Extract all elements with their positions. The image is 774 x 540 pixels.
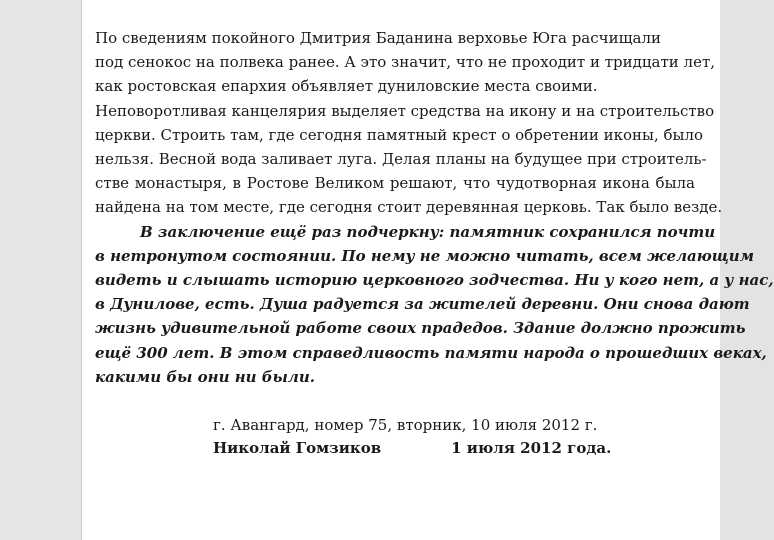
publication-source: г. Авангард, номер 75, вторник, 10 июля 2012 г.	[213, 416, 598, 434]
conclusion-line: ещё 300 лет. В этом справедливость памяти народа о прошедших веках,	[95, 343, 767, 362]
signature-date: 1 июля 2012 года.	[451, 439, 612, 457]
document-page	[82, 0, 774, 540]
article-line: под сенокос на полвека ранее. А это значит, что не проходит и тридцати лет,	[95, 53, 716, 72]
conclusion-line: В заключение ещё раз подчеркну: памятник сохранился почти	[140, 222, 716, 241]
article-line: стве монастыря, в Ростове Великом решают, что чудотворная икона была	[95, 174, 695, 193]
conclusion-line: какими бы они ни были.	[95, 367, 315, 386]
article-body	[95, 26, 774, 389]
conclusion-line: в Дунилове, есть. Душа радуется за жителей деревни. Они снова дают	[95, 295, 750, 314]
article-line: церкви. Строить там, где сегодня памятный крест о обретении иконы, было	[95, 125, 704, 144]
signature-block	[213, 414, 612, 460]
article-line: нельзя. Весной вода заливает луга. Делая планы на будущее при строитель-	[95, 150, 707, 169]
article-line: Неповоротливая канцелярия выделяет средства на икону и на строительство	[95, 101, 715, 120]
article-line: По сведениям покойного Дмитрия Баданина верховье Юга расчищали	[95, 29, 661, 47]
article-line: найдена на том месте, где сегодня стоит деревянная церковь. Так было везде.	[95, 198, 723, 217]
author-row	[213, 437, 612, 460]
article-line: как ростовская епархия объявляет дуниловские места своими.	[95, 77, 598, 96]
left-gutter	[0, 0, 82, 540]
conclusion-line: жизнь удивительной работе своих прадедов. Здание должно прожить	[95, 319, 746, 338]
conclusion-line: в нетронутом состоянии. По нему не можно читать, всем желающим	[95, 246, 754, 265]
author-name: Николай Гомзиков	[213, 439, 382, 457]
conclusion-line: видеть и слышать историю церковного зодчества. Ни у кого нет, а у нас,	[95, 271, 774, 290]
